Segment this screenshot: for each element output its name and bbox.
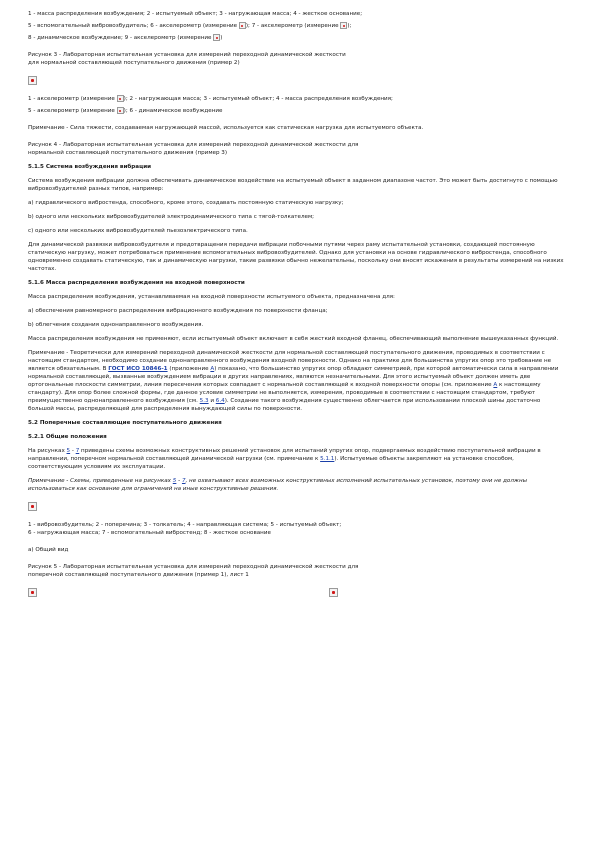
link-section-5-3[interactable]: 5.3 [199, 398, 209, 404]
figure-5-caption-line-1: Рисунок 5 - Лабораторная испытательная установка для измерений переходной динамической жесткости для [28, 564, 359, 570]
figure-5-broken-image-icon [28, 502, 37, 511]
figure-3-legend-line-1: 1 - масса распределения возбуждения; 2 - испытуемый объект; 3 - нагружающая масса; 4 - жесткое основание; [28, 11, 363, 17]
figure-3-caption-line-2: для нормальной составляющей поступательного движения (пример 2) [28, 60, 240, 66]
figure-5-legend-line-2: 6 - нагружающая масса; 7 - вспомогательный вибростенд; 8 - жесткое основание [28, 530, 271, 536]
broken-image-icon [117, 107, 124, 114]
figure-5-caption-line-2: поперечной составляющей поступательного движения (пример 1), лист 1 [28, 572, 249, 578]
section-5-2-1-heading: 5.2.1 Общие положения [28, 434, 107, 440]
link-figure-5-note[interactable]: 5 [172, 478, 177, 484]
figure-4-caption-line-1: Рисунок 4 - Лабораторная испытательная установка для измерений переходной динамической жесткости для [28, 142, 359, 148]
link-section-5-1-1[interactable]: 5.1.1 [320, 456, 335, 462]
section-5-1-6-heading: 5.1.6 Масса распределения возбуждения на входной поверхности [28, 280, 245, 286]
section-5-1-5-item-b: b) одного или нескольких вибровозбудителей электродинамического типа с тягой-толкателем; [28, 214, 315, 220]
figure-3-legend-line-3: 8 - динамическое возбуждение; 9 - акселерометр (измерение ) [28, 35, 223, 41]
section-5-1-6-paragraph: Масса распределения возбуждения, устанавливаемая на входной поверхности испытуемого объекта, предназначена для: [28, 294, 395, 300]
section-5-2-heading: 5.2 Поперечные составляющие поступательного движения [28, 420, 222, 426]
figure-5-view-a: а) Общий вид [28, 547, 69, 553]
figure-4-legend-line-1: 1 - акселерометр (измерение ); 2 - нагружающая масса; 3 - испытуемый объект; 4 - масса распределения возбуждения; [28, 96, 393, 102]
broken-image-icon [239, 22, 246, 29]
section-5-1-6-paragraph-2: Масса распределения возбуждения не применяют, если испытуемый объект включает в себя жесткий входной фланец, обеспечивающий выполнение вышеуказанных функций. [28, 336, 559, 342]
figure-3-legend-line-2: 5 - вспомогательный вибровозбудитель; 6 - акселерометр (измерение ); 7 - акселерометр (измерение ); [28, 23, 352, 29]
figure-4-broken-image-icon [28, 76, 37, 85]
section-5-1-5-item-a: а) гидравлического вибростенда, способного, кроме этого, создавать постоянную статическую нагрузку; [28, 200, 344, 206]
broken-image-icon [117, 95, 124, 102]
link-figure-7-note[interactable]: 7 [181, 478, 186, 484]
link-annex-a[interactable]: А [210, 366, 215, 372]
section-5-1-5-heading: 5.1.5 Система возбуждения вибрации [28, 164, 152, 170]
section-5-2-1-note: Примечание - Схемы, приведенные на рисунках 5 - 7, не охватывают всех возможных конструктивных исполнений испытательных установок, поэтому они не должны использоваться как основание для ограничений на иные конструктивные решения. [28, 478, 528, 492]
broken-image-icon [28, 588, 37, 597]
link-annex-a-2[interactable]: А [493, 382, 498, 388]
section-5-1-5-paragraph-2: Для динамической развязки вибровозбудителя и предотвращения передачи вибрации побочными путями через раму испытательной установки, создающей постоянную статическую нагрузку, может потребоваться применение вспомогательных вибровозбудителей. Однако для установки на основе гидравлического вибростенда, способного одновременно создавать статическую, так и динамическую нагрузки, такие развязки обычно нежелательны, поскольку они вносят искажения в результаты измерений на низких частотах. [28, 242, 564, 272]
figure-4-legend-line-2: 5 - акселерометр (измерение ); 6 - динамическое возбуждение [28, 108, 223, 114]
broken-image-icon [213, 34, 220, 41]
figure-3-caption-line-1: Рисунок 3 - Лабораторная испытательная установка для измерений переходной динамической жесткости [28, 52, 346, 58]
figure-5-images-row [28, 588, 338, 597]
note-theory: Примечание - Теоретически для измерений переходной динамической жесткости для нормальной составляющей поступательного движения, проводимых в соответствии с настоящим стандартом, необходимо создание однонаправленного возбуждения входной поверхности. Однако на практике для большинства упругих опор это требование не является обязательным. В ГОСТ ИСО 10846-1 (приложение А) показано, что большинство упругих опор обладают симметрией, при которой автоматически сила в направлении нормальной составляющей, вызванные возбуждением вибрации в других направлениях, являются незначительными. Для этого испытуемый объект должен иметь две ортогональные плоскости симметрии, линия пересечения которых совпадает с нормальной составляющей к входной поверхности опоры (см. приложение А к настоящему стандарту). Для опор более сложной формы, где данное условие симметрии не выполняется, измерения, проводимые в соответствии с настоящим стандартом, требуют преимущественно однонаправленного возбуждения (см. 5.3 и 6.4). Создание такого возбуждения существенно облегчается при использовании плоской шины достаточно большой массы, распределяющей для распределения вынуждающей силы по поверхности. [28, 350, 559, 412]
figure-5-legend-line-1: 1 - вибровозбудитель; 2 - поперечина; 3 - толкатель; 4 - направляющая система; 5 - испытуемый объект; [28, 522, 342, 528]
section-5-1-6-item-b: b) облегчения создания однонаправленного возбуждения. [28, 322, 204, 328]
link-figure-7[interactable]: 7 [75, 448, 80, 454]
note-static-load: Примечание - Сила тяжести, создаваемая нагружающей массой, используется как статическая нагрузка для испытуемого объекта. [28, 125, 424, 131]
link-gost-iso-10846-1[interactable]: ГОСТ ИСО 10846-1 [108, 366, 168, 372]
broken-image-icon [329, 588, 338, 597]
section-5-1-5-paragraph: Система возбуждения вибрации должна обеспечивать динамическое воздействие на испытуемый объект в заданном диапазоне частот. Это может быть достигнуто с помощью вибровозбудителей разных типов, например: [28, 178, 558, 192]
document-page [28, 10, 568, 597]
section-5-1-5-item-c: c) одного или нескольких вибровозбудителей пьезоэлектрического типа. [28, 228, 248, 234]
figure-4-caption-line-2: нормальной составляющей поступательного движения (пример 3) [28, 150, 228, 156]
section-5-1-6-item-a: а) обеспечения равномерного распределения вибрационного возбуждения по поверхности фланца; [28, 308, 328, 314]
link-figure-5[interactable]: 5 [66, 448, 71, 454]
link-section-6-4[interactable]: 6.4 [215, 398, 225, 404]
broken-image-icon [340, 22, 347, 29]
section-5-2-1-paragraph: На рисунках 5 - 7 приведены схемы возможных конструктивных решений установок для испытаний упругих опор, подвергаемых воздействию поступательной вибрации в направлении, поперечном нормальной составляющей динамической нагрузки (см. примечание к 5.1.1). Испытуемые объекты закрепляют на установке способом, соответствующим условиям их эксплуатации. [28, 448, 541, 470]
